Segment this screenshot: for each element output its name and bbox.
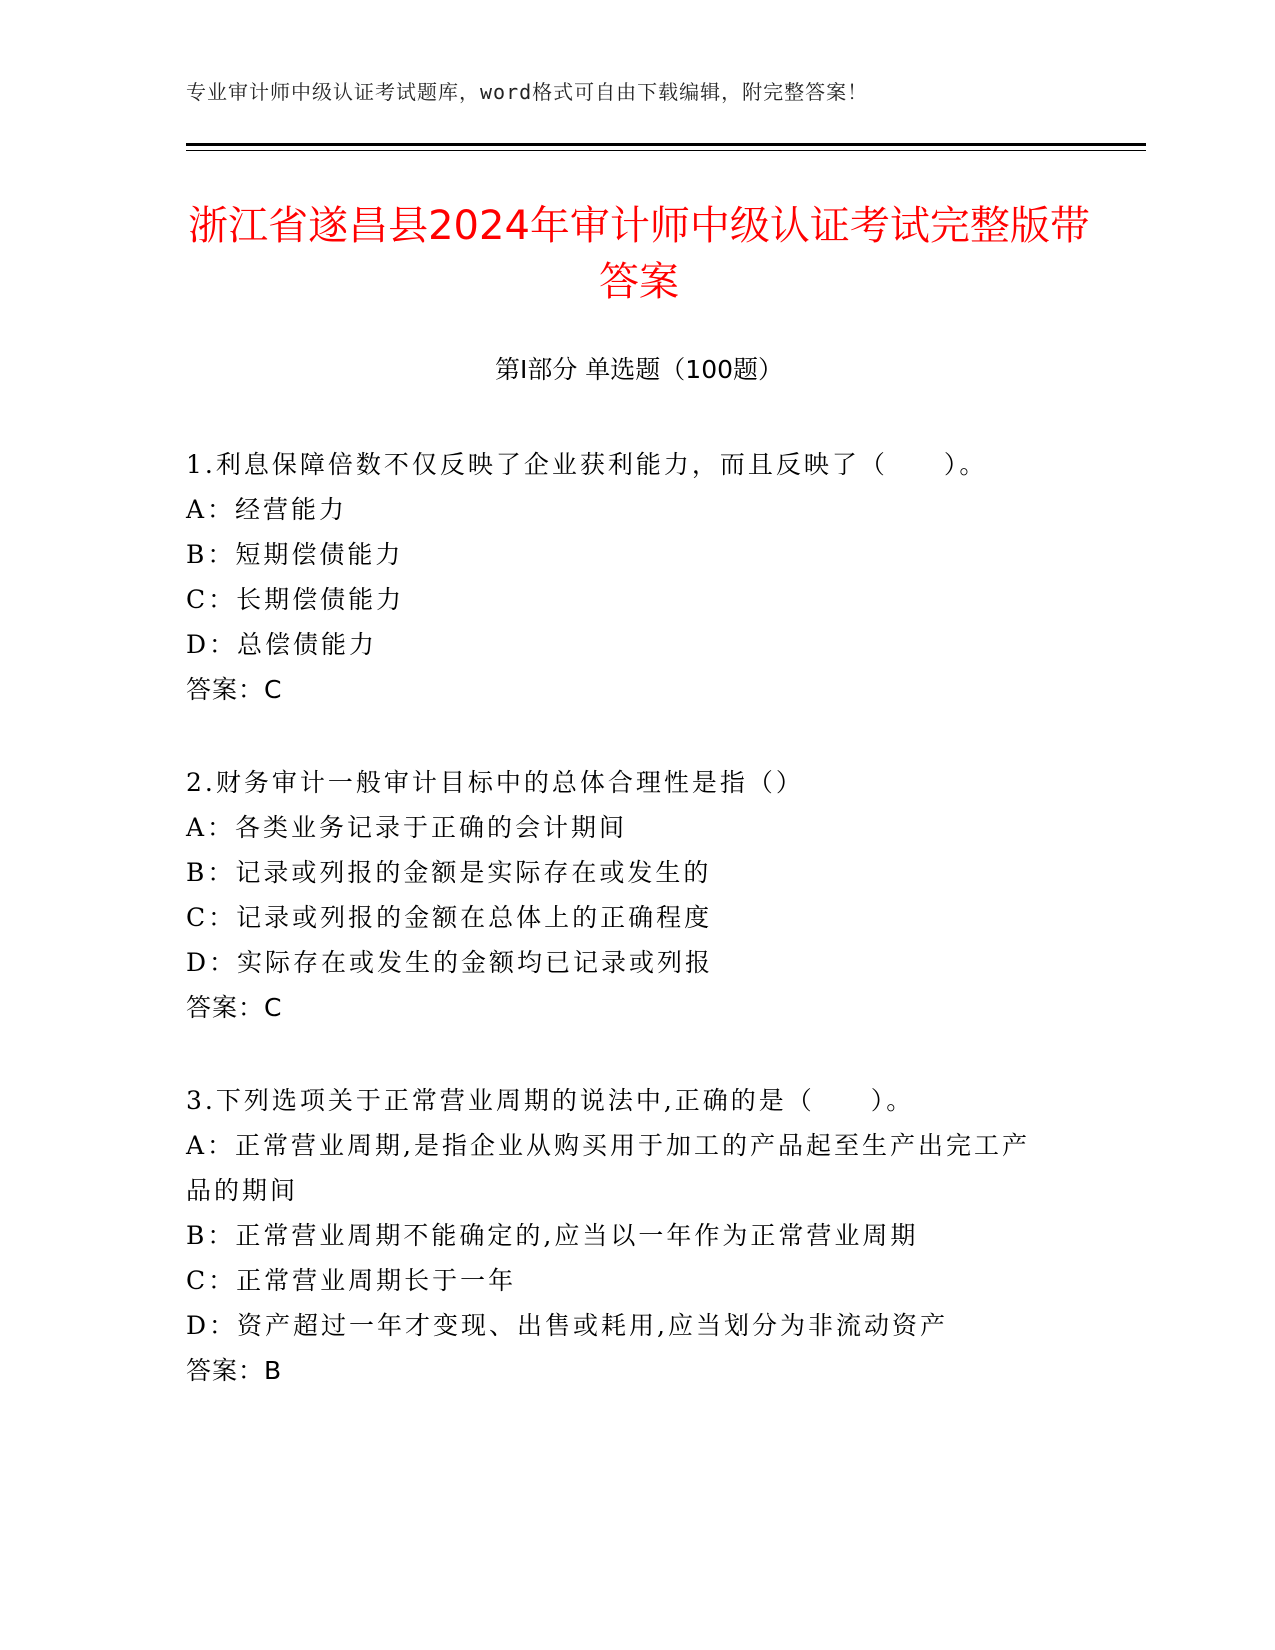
question-2	[186, 760, 1056, 1030]
header-rule-thin	[186, 150, 1146, 151]
question-list	[186, 442, 1056, 1441]
answer: 答案：B	[186, 1356, 283, 1385]
option-a: A：正常营业周期,是指企业从购买用于加工的产品起至生产出完工产品的期间	[186, 1131, 1031, 1205]
question-1	[186, 442, 1056, 712]
question-3	[186, 1078, 1056, 1393]
option-a: A：经营能力	[186, 495, 348, 524]
option-a: A：各类业务记录于正确的会计期间	[186, 813, 628, 842]
document-title: 浙江省遂昌县2024年审计师中级认证考试完整版带答案	[188, 203, 1090, 305]
answer: 答案：C	[186, 675, 283, 704]
option-b: B：记录或列报的金额是实际存在或发生的	[186, 858, 712, 887]
option-d: D：实际存在或发生的金额均已记录或列报	[186, 948, 714, 977]
option-b: B：短期偿债能力	[186, 540, 404, 569]
question-stem: 1.利息保障倍数不仅反映了企业获利能力，而且反映了（ ）。	[186, 450, 988, 479]
option-c: C：记录或列报的金额在总体上的正确程度	[186, 903, 713, 932]
question-stem: 2.财务审计一般审计目标中的总体合理性是指（）	[186, 768, 804, 797]
option-b: B：正常营业周期不能确定的,应当以一年作为正常营业周期	[186, 1221, 919, 1250]
option-c: C：长期偿债能力	[186, 585, 405, 614]
option-c: C：正常营业周期长于一年	[186, 1266, 517, 1295]
page-header: 专业审计师中级认证考试题库，word格式可自由下载编辑，附完整答案！	[186, 80, 869, 104]
option-d: D：总偿债能力	[186, 630, 378, 659]
question-stem: 3.下列选项关于正常营业周期的说法中,正确的是（ ）。	[186, 1086, 915, 1115]
answer: 答案：C	[186, 993, 283, 1022]
header-rule-thick	[186, 143, 1146, 146]
option-d: D：资产超过一年才变现、出售或耗用,应当划分为非流动资产	[186, 1311, 948, 1340]
section-title: 第I部分 单选题（100题）	[494, 355, 784, 384]
